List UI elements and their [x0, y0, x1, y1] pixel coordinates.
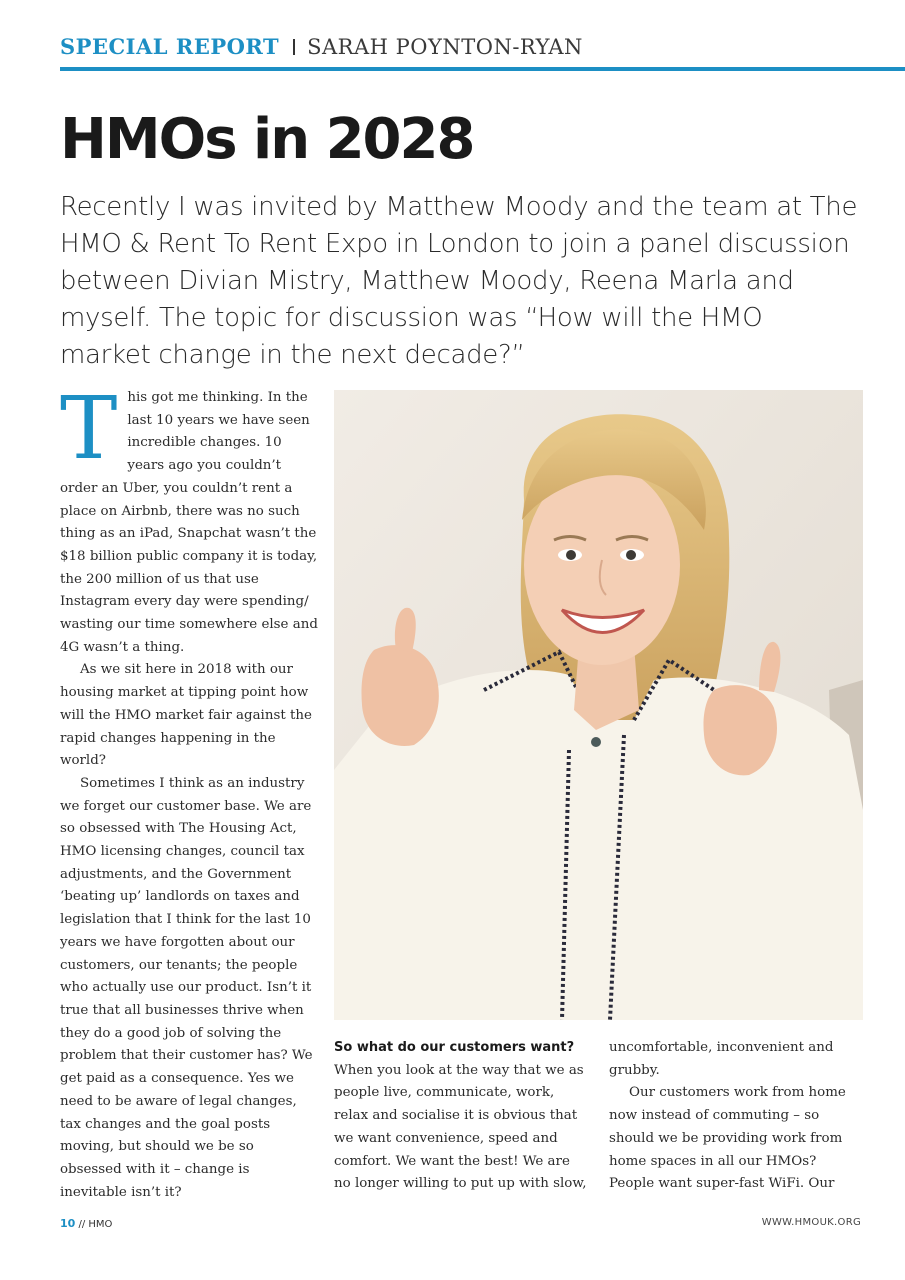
author-name: SARAH POYNTON-RYAN [307, 35, 583, 59]
paragraph: When you look at the way that we as people live, communicate, work, relax and socialise it is obvious that we want convenience, speed and comfort. We want the best! We are no longer willing to put up with slow, [334, 1062, 587, 1192]
section-label: SPECIAL REPORT [60, 34, 280, 59]
portrait-illustration [334, 390, 863, 1020]
section-subheading: So what do our customers want? [334, 1040, 575, 1055]
body-column-1 [60, 379, 318, 1204]
header-rule [60, 67, 905, 71]
paragraph: Sometimes I think as an industry we forget our customer base. We are so obsessed with The Housing Act, HMO licensing changes, council tax adjustments, and the Government ‘beating up’ landlords on taxes and legislation that I think for the last 10 years we have forgotten about our customers, our tenants; the people who actually use our product. Isn’t it true that all businesses thrive when they do a good job of solving the problem that their customer has? We get paid as a consequence. Yes we need to be aware of legal changes, tax changes and the goal posts moving, but should we be so obsessed with it – change is inevitable isn’t it? [60, 775, 313, 1200]
paragraph [60, 379, 318, 659]
standfirst: Recently I was invited by Matthew Moody and the team at The HMO & Rent To Rent Expo in London to join a panel discussion between Divian Mistry, Matthew Moody, Reena Marla and myself. The topic for discussion was “How will the HMO market change in the next decade?” [60, 192, 858, 370]
website-url: WWW.HMOUK.ORG [761, 1217, 861, 1228]
paragraph: As we sit here in 2018 with our housing market at tipping point how will the HMO market fair against the rapid changes happening in the world? [60, 662, 312, 769]
header-divider [293, 39, 295, 55]
header [60, 34, 583, 59]
paragraph-text: his got me thinking. In the last 10 years we have seen incredible changes. 10 years ago you couldn’t order an Uber, you couldn’t rent a place on Airbnb, there was no such thing as an iPad, Snapchat wasn’t the $18 billion public company it is today, the 200 million of us that use Instagram every day were spending/ wasting our time somewhere else and 4G wasn’t a thing. [60, 390, 318, 655]
body-column-2 [334, 1037, 590, 1196]
body-column-3 [609, 1037, 865, 1196]
paragraph: uncomfortable, inconvenient and grubby. [609, 1040, 834, 1078]
publication-name: // HMO [75, 1219, 113, 1230]
paragraph: Our customers work from home now instead of commuting – so should we be providing work from home spaces in all our HMOs? People want super-fast WiFi. Our [609, 1085, 846, 1192]
author-photo [334, 390, 863, 1020]
drop-cap: T [60, 379, 118, 479]
article-title: HMOs in 2028 [60, 107, 474, 172]
page-footer-left [60, 1217, 112, 1230]
page-number: 10 [60, 1217, 76, 1230]
